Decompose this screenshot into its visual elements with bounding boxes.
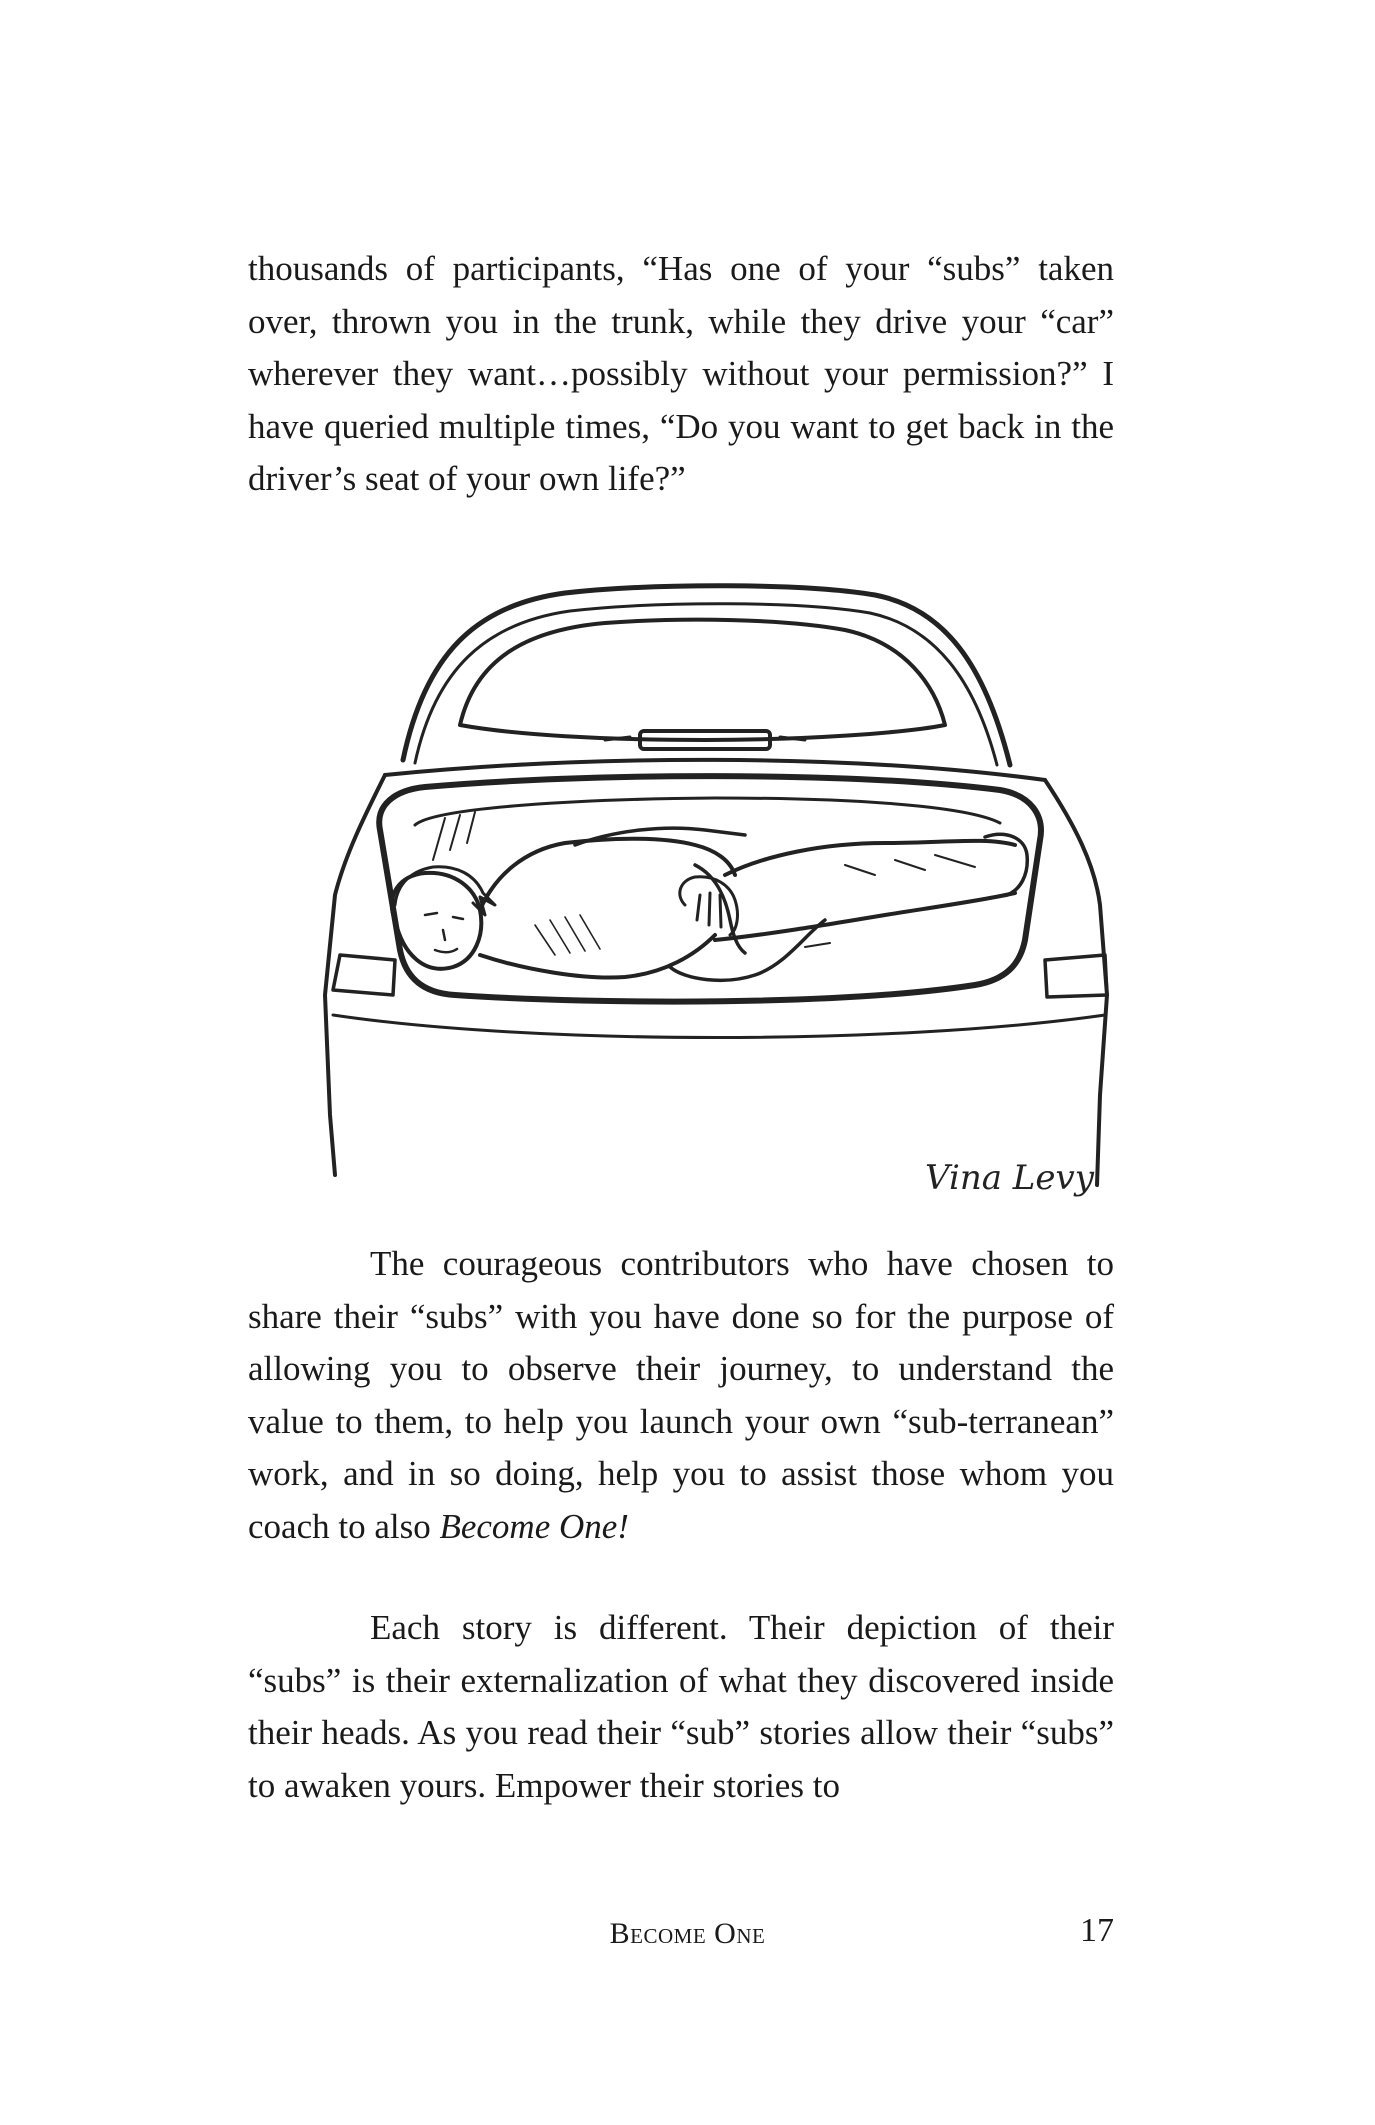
running-footer-title: Become One (609, 1917, 766, 1950)
paragraph-2-main: The courageous contributors who have chosen to share their “subs” with you have done so for the purpose of allowing you to observe their journey, to understand the value to them, to help you launch your own “sub-terranean” work, and in so doing, help you to assist those whom you coach to also (248, 1244, 1114, 1546)
paragraph-trunk-question (248, 243, 1114, 506)
paragraph-contributors (248, 1238, 1114, 1553)
book-title-emphasis: Become One! (439, 1506, 629, 1546)
paragraph-2-text (248, 1238, 1114, 1553)
paragraph-1-text: thousands of participants, “Has one of your “subs” taken over, thrown you in the trunk, while they drive your “car” wherever they want…possibly without your permission?” I have queried multiple times, “Do you want to get back in the driver’s seat of your own life?” (248, 249, 1114, 498)
car-trunk-illustration (285, 575, 1145, 1205)
paragraph-stories (248, 1602, 1114, 1812)
paragraph-3-text: Each story is different. Their depiction of their “subs” is their externalization of what they discovered inside their heads. As you read their “sub” stories allow their “subs” to awaken yours. Empower their stories to (248, 1608, 1114, 1805)
artist-signature: Vina Levy (925, 1158, 1094, 1198)
page-number: 17 (1080, 1912, 1114, 1949)
